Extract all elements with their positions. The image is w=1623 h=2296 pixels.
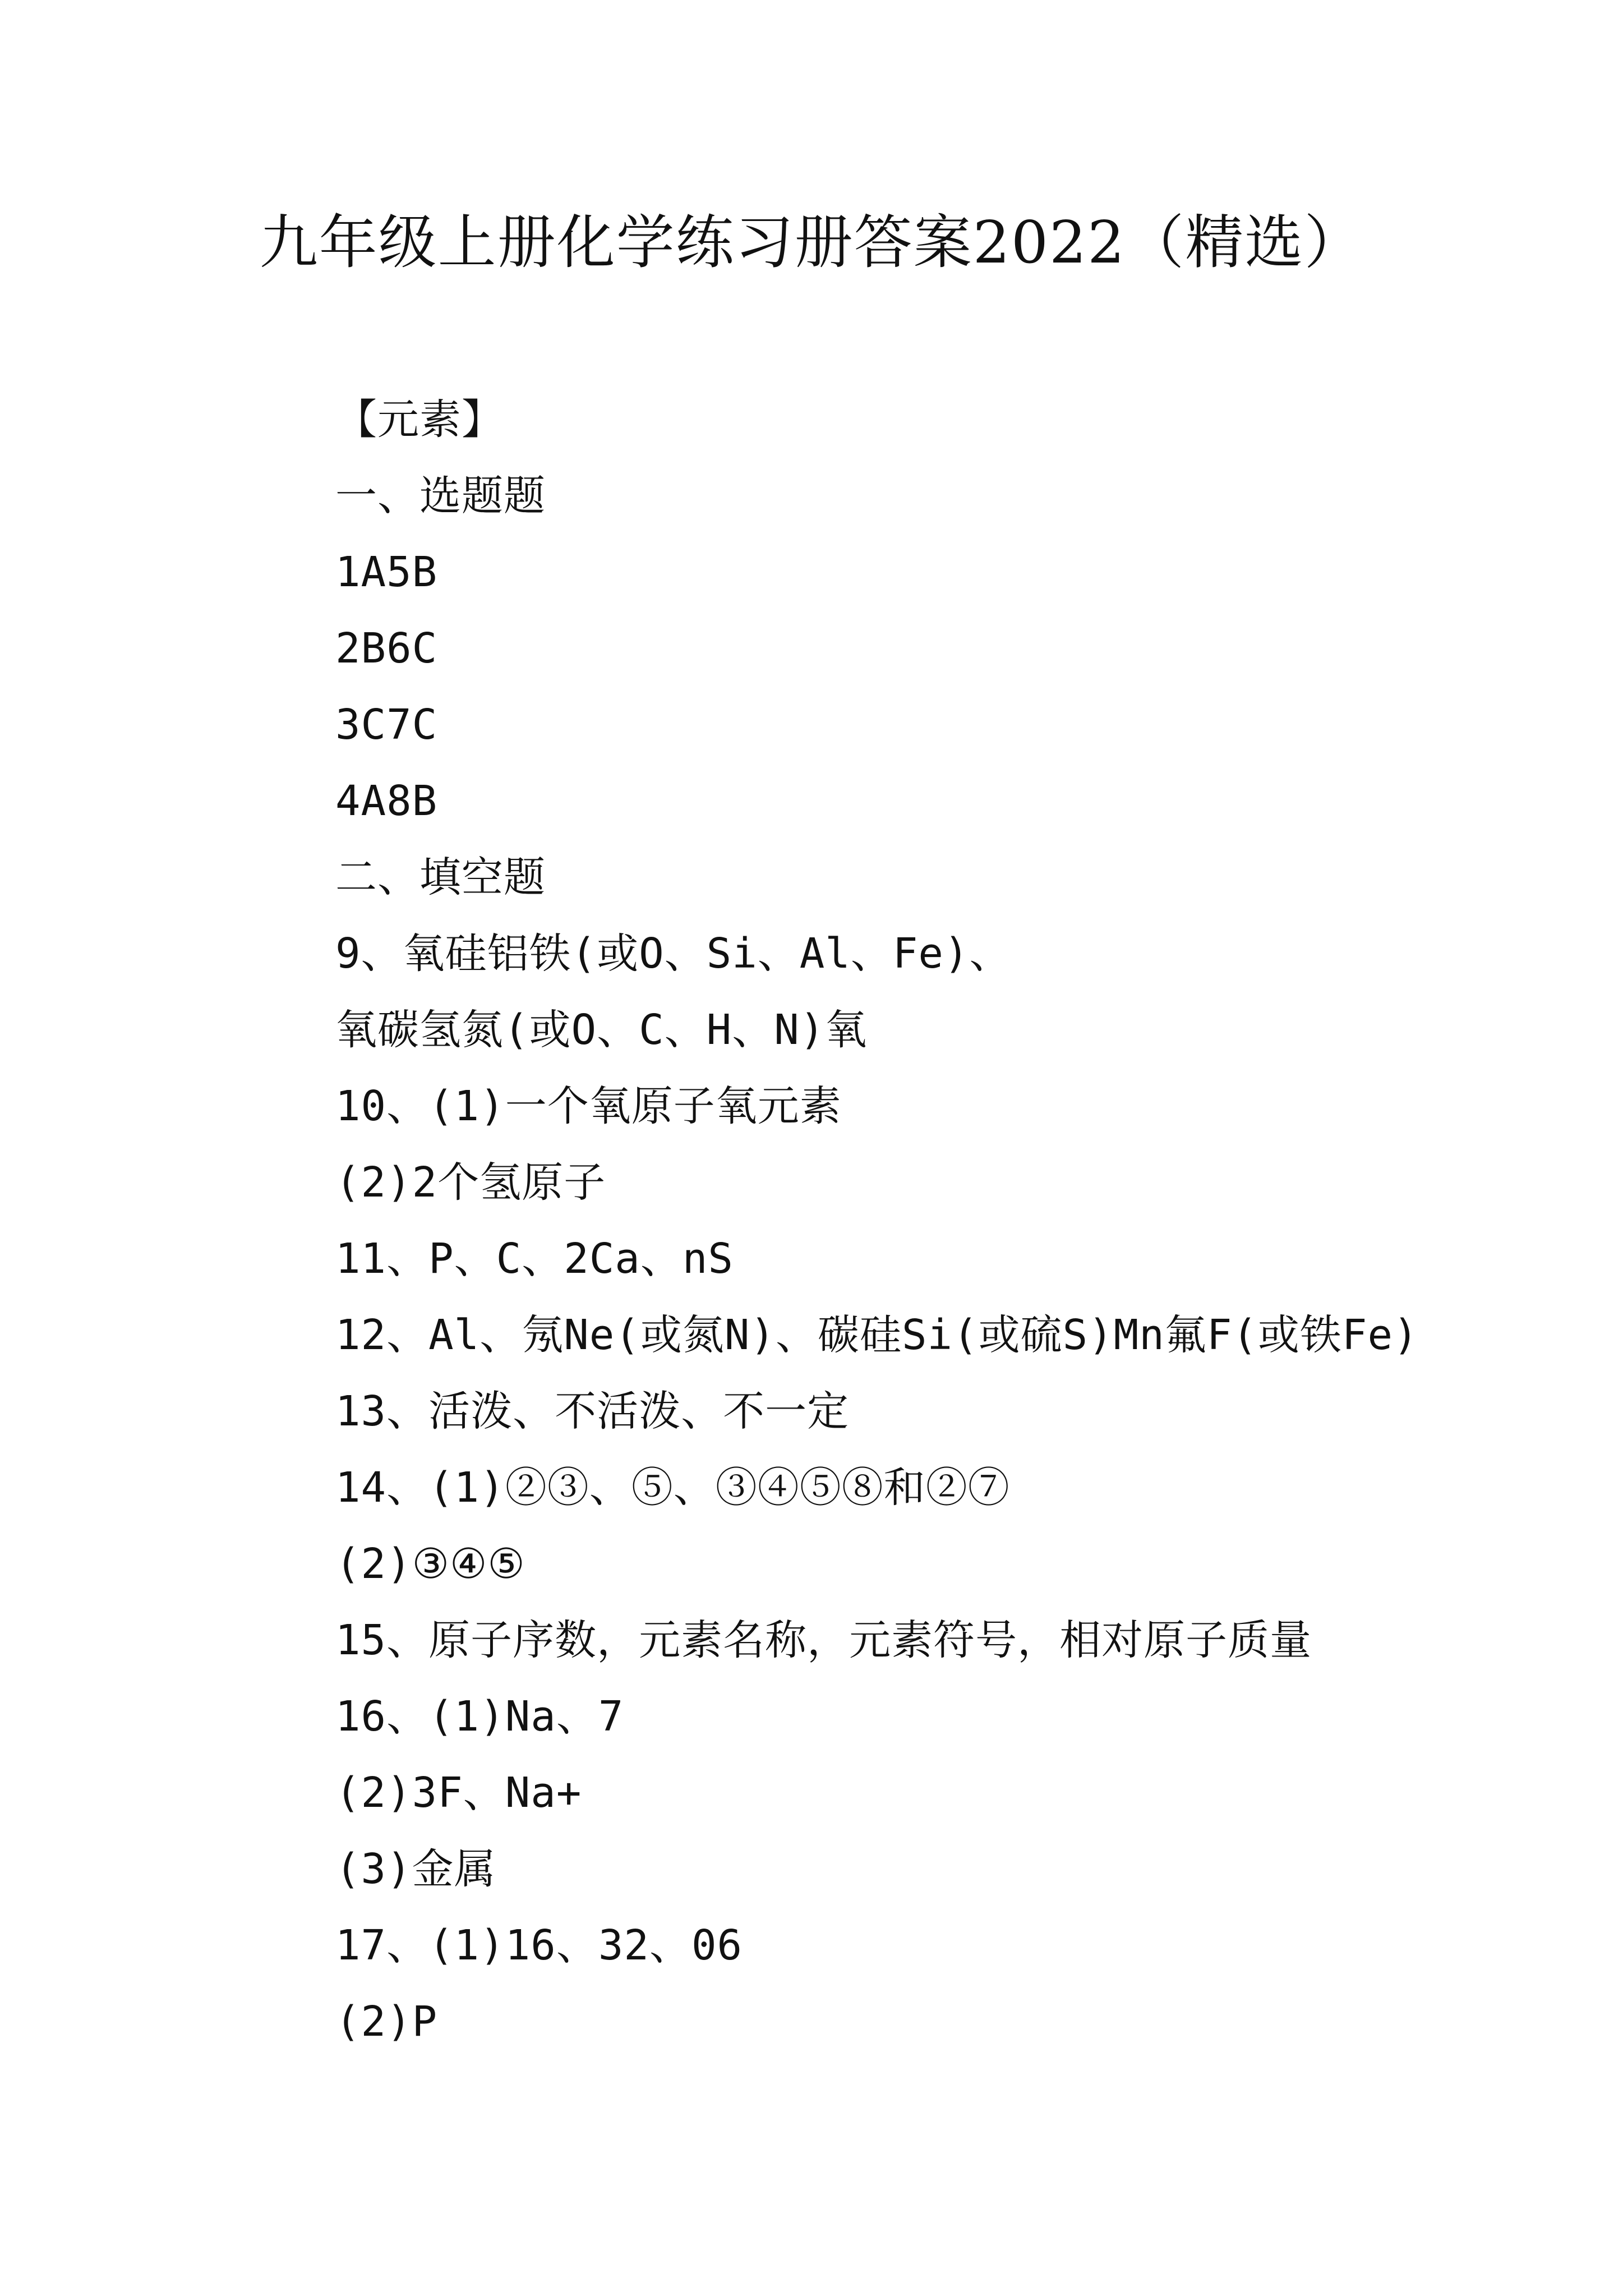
- answer-line: 16、(1)Na、7: [335, 1692, 624, 1741]
- answer-line: 11、P、C、2Ca、nS: [335, 1235, 734, 1283]
- answer-line: 氧碳氢氮(或O、C、H、N)氧: [335, 1006, 868, 1054]
- answer-line: 4A8B: [335, 777, 438, 825]
- answer-line: 12、Al、氖Ne(或氮N)、碳硅Si(或硫S)Mn氟F(或铁Fe): [335, 1311, 1419, 1359]
- answer-line: 2B6C: [335, 624, 438, 673]
- answer-line: (2)2个氢原子: [335, 1158, 606, 1207]
- answer-line: 10、(1)一个氧原子氧元素: [335, 1082, 842, 1130]
- answer-line: 1A5B: [335, 548, 438, 596]
- document-title: 九年级上册化学练习册答案2022（精选）: [259, 208, 1364, 277]
- subsection-heading: 一、选题题: [335, 472, 546, 520]
- answer-line: 3C7C: [335, 701, 438, 749]
- subsection-heading: 二、填空题: [335, 853, 546, 901]
- section-heading: 【元素】: [335, 395, 504, 444]
- answer-line: (2)P: [335, 1998, 438, 2046]
- answer-line: 15、原子序数，元素名称，元素符号，相对原子质量: [335, 1616, 1312, 1664]
- answer-line: 14、(1)②③、⑤、③④⑤⑧和②⑦: [335, 1464, 1010, 1512]
- answer-line: 13、活泼、不活泼、不一定: [335, 1387, 850, 1435]
- answer-line: 9、氧硅铝铁(或O、Si、Al、Fe)、: [335, 930, 1012, 978]
- answer-line: (3)金属: [335, 1845, 496, 1893]
- answer-line: 17、(1)16、32、06: [335, 1921, 743, 1970]
- answer-line: (2)③④⑤: [335, 1540, 525, 1588]
- answer-line: (2)3F、Na+: [335, 1769, 582, 1817]
- answer-list: [335, 381, 1457, 2060]
